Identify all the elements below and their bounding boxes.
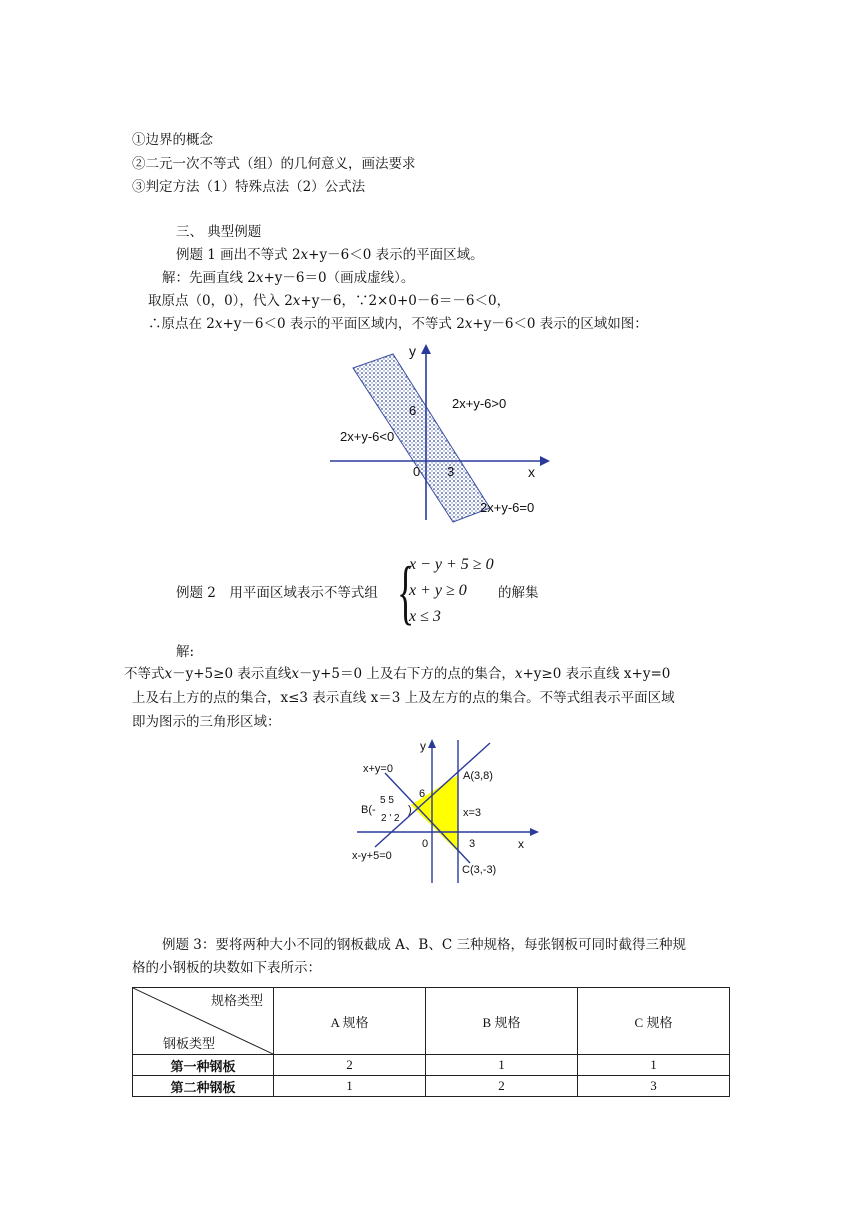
fig2-point-a: A(3,8) [463, 770, 493, 782]
table-cell: 1 [426, 1055, 578, 1076]
point-geometric-meaning: ②二元一次不等式（组）的几何意义，画法要求 [132, 156, 416, 172]
example2-solution-label: 解: [176, 644, 195, 660]
fig1-tick-3: 3 [447, 464, 455, 479]
fig2-point-b-prefix: B(- [361, 804, 376, 816]
fig2-tick-0: 0 [422, 838, 429, 850]
fig1-line-eq: 2x+y-6=0 [480, 500, 535, 515]
fig1-x-label: x [528, 464, 535, 480]
table-cell: 1 [578, 1055, 730, 1076]
fig2-line-xy5-label: x-y+5=0 [352, 850, 392, 862]
example3-text-line1: 例题 3：要将两种大小不同的钢板截成 A、B、C 三种规格，每张钢板可同时截得三种规 [162, 937, 686, 953]
example1-solution-line3: ∴原点在 2𝑥+y－6＜0 表示的平面区域内，不等式 2𝑥+y－6＜0 表示的区域如图： [148, 316, 648, 332]
example1-solution-line2: 取原点（0，0），代入 2𝑥+y－6，∵2×0+0－6＝－6＜0， [148, 293, 511, 309]
example1-title: 例题 1 画出不等式 2𝑥+y－6＜0 表示的平面区域。 [176, 247, 484, 263]
example1-figure [325, 340, 560, 525]
solution-triangle [411, 775, 458, 852]
row-label: 第一种钢板 [133, 1055, 274, 1076]
fig2-x-label: x [518, 837, 524, 851]
inequality-1: x − y + 5 ≥ 0 [409, 556, 494, 573]
table-cell: 3 [578, 1076, 730, 1097]
point-method: ③判定方法（1）特殊点法（2）公式法 [132, 179, 366, 195]
x-axis-arrow [530, 828, 539, 836]
example2-solution-line1: 不等式𝑥－y+5≥0 表示直线𝑥－y+5＝0 上及右下方的点的集合，𝑥+y≥0 表示直线 x+y=0 [124, 666, 671, 682]
point-boundary: ①边界的概念 [132, 132, 213, 148]
row-label: 第二种钢板 [133, 1076, 274, 1097]
inequality-2: x + y ≥ 0 [409, 582, 467, 599]
table-row [133, 1076, 730, 1097]
fig2-point-b-top: 5 5 [380, 795, 394, 806]
y-axis-arrow [421, 344, 431, 354]
example2-prefix: 例题 2 用平面区域表示不等式组 [176, 585, 378, 601]
table-diagonal-header [133, 988, 274, 1055]
x-axis-arrow [540, 456, 550, 466]
fig1-tick-6: 6 [409, 403, 417, 418]
fig1-region-gt: 2x+y-6>0 [452, 396, 507, 411]
example2-solution-line3: 即为图示的三角形区域： [132, 714, 281, 730]
header-b-spec: B 规格 [426, 988, 578, 1055]
fig2-line-xy0-label: x+y=0 [363, 763, 393, 775]
table-cell: 1 [274, 1076, 426, 1097]
fig2-point-c: C(3,-3) [462, 864, 497, 876]
fig2-point-b-close: ) [408, 804, 412, 816]
header-c-spec: C 规格 [578, 988, 730, 1055]
diag-header-bottom: 钢板类型 [163, 1036, 216, 1051]
table-cell: 2 [274, 1055, 426, 1076]
steel-spec-table [132, 987, 730, 1097]
example2-figure [345, 735, 555, 885]
fig2-line-x3-label: x=3 [463, 807, 482, 819]
fig2-y-label: y [420, 739, 426, 753]
fig2-tick-3: 3 [469, 838, 476, 850]
example1-solution-line1: 解：先画直线 2𝑥+y－6＝0（画成虚线）。 [162, 270, 415, 286]
example2-suffix: 的解集 [498, 585, 539, 601]
example3-text-line2: 格的小钢板的块数如下表所示： [132, 960, 321, 976]
fig1-region-lt: 2x+y-6<0 [340, 429, 395, 444]
fig2-point-b-bottom: 2 ' 2 [381, 813, 400, 824]
fig1-tick-0: 0 [413, 464, 421, 479]
header-a-spec: A 规格 [274, 988, 426, 1055]
table-row [133, 1055, 730, 1076]
diag-header-top: 规格类型 [210, 993, 263, 1008]
y-axis-arrow [428, 739, 436, 748]
inequality-3: x ≤ 3 [409, 608, 441, 625]
system-brace: { [397, 552, 415, 632]
section-title: 三、 典型例题 [176, 224, 262, 240]
example2-solution-line2: 上及右上方的点的集合，x≤3 表示直线 x＝3 上及左方的点的集合。不等式组表示平面区域 [132, 690, 675, 706]
fig2-tick-6: 6 [419, 788, 426, 800]
table-cell: 2 [426, 1076, 578, 1097]
table-header-row [133, 988, 730, 1055]
fig1-y-label: y [409, 343, 416, 359]
